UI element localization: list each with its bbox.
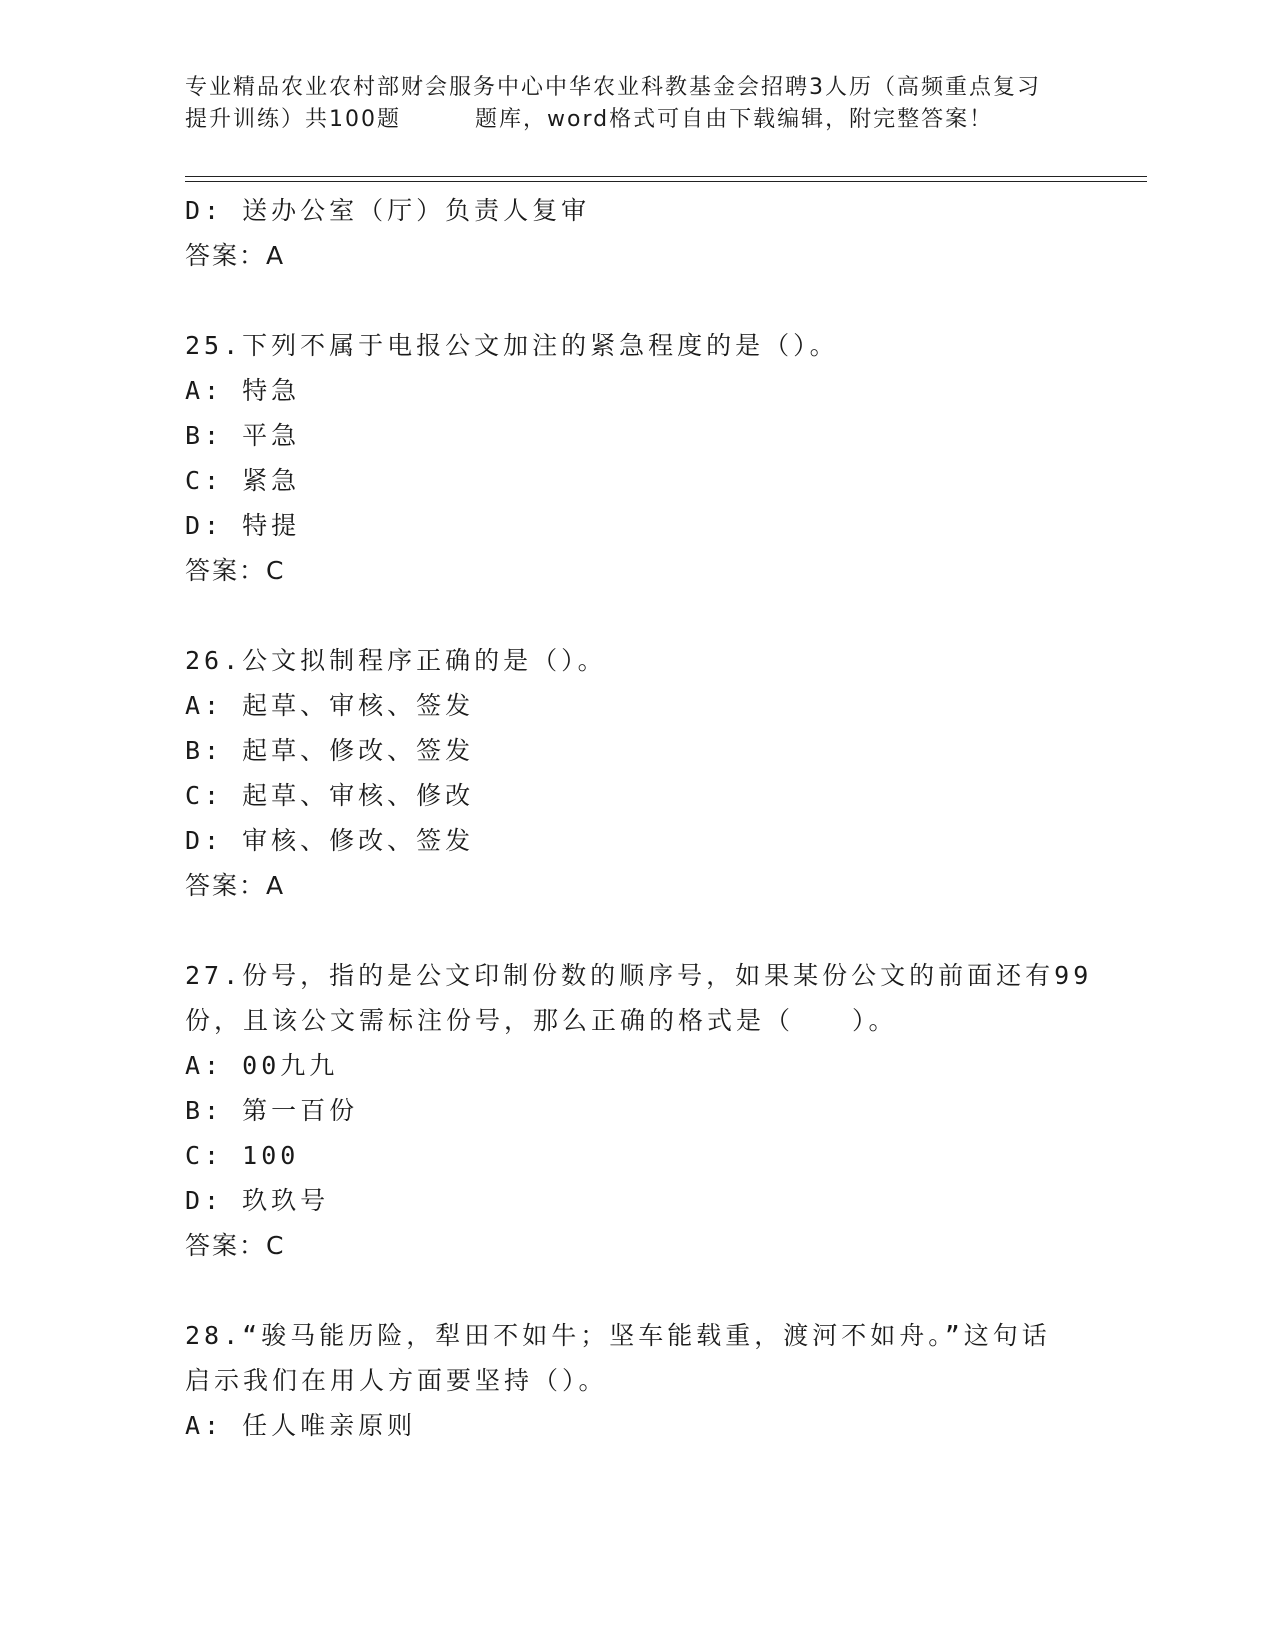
header-divider-top [185,176,1147,177]
answer: 答案：A [185,871,286,900]
header-divider-bottom [185,181,1147,182]
question-list [185,188,1093,1448]
question-stem-line-1: 27.份号，指的是公文印制份数的顺序号，如果某份公文的前面还有99 [185,961,1093,990]
option-c: C: 100 [185,1141,300,1170]
header-line-2-left: 提升训练）共100题 [185,107,401,132]
option-b: B: 起草、修改、签发 [185,736,475,765]
option-c: C: 紧急 [185,466,301,495]
option-a: A: 00九九 [185,1051,339,1080]
header-line-2 [185,104,1085,136]
header-line-2-right: 题库，word格式可自由下载编辑，附完整答案！ [475,107,994,132]
option-a: A: 任人唯亲原则 [185,1411,417,1440]
option-b: B: 平急 [185,421,301,450]
option-d: D: 玖玖号 [185,1186,330,1215]
question-stem-line-1: 28.“骏马能历险，犁田不如牛；坚车能载重，渡河不如舟。”这句话 [185,1321,1051,1350]
option-b: B: 第一百份 [185,1096,359,1125]
option-d: D: 审核、修改、签发 [185,826,475,855]
option-d: D: 送办公室（厅）负责人复审 [185,196,591,225]
option-d: D: 特提 [185,511,301,540]
page-header [185,72,1085,136]
question-stem-line-2: 启示我们在用人方面要坚持（）。 [185,1366,608,1395]
answer: 答案：A [185,241,286,270]
answer: 答案：C [185,1231,286,1260]
option-c: C: 起草、审核、修改 [185,781,475,810]
question-stem: 25.下列不属于电报公文加注的紧急程度的是（）。 [185,331,839,360]
header-line-1: 专业精品农业农村部财会服务中心中华农业科教基金会招聘3人历（高频重点复习 [185,75,1041,100]
answer: 答案：C [185,556,286,585]
option-a: A: 起草、审核、签发 [185,691,475,720]
question-stem-line-2: 份，且该公文需标注份号，那么正确的格式是（ ）。 [185,1006,898,1035]
question-stem: 26.公文拟制程序正确的是（）。 [185,646,607,675]
option-a: A: 特急 [185,376,301,405]
